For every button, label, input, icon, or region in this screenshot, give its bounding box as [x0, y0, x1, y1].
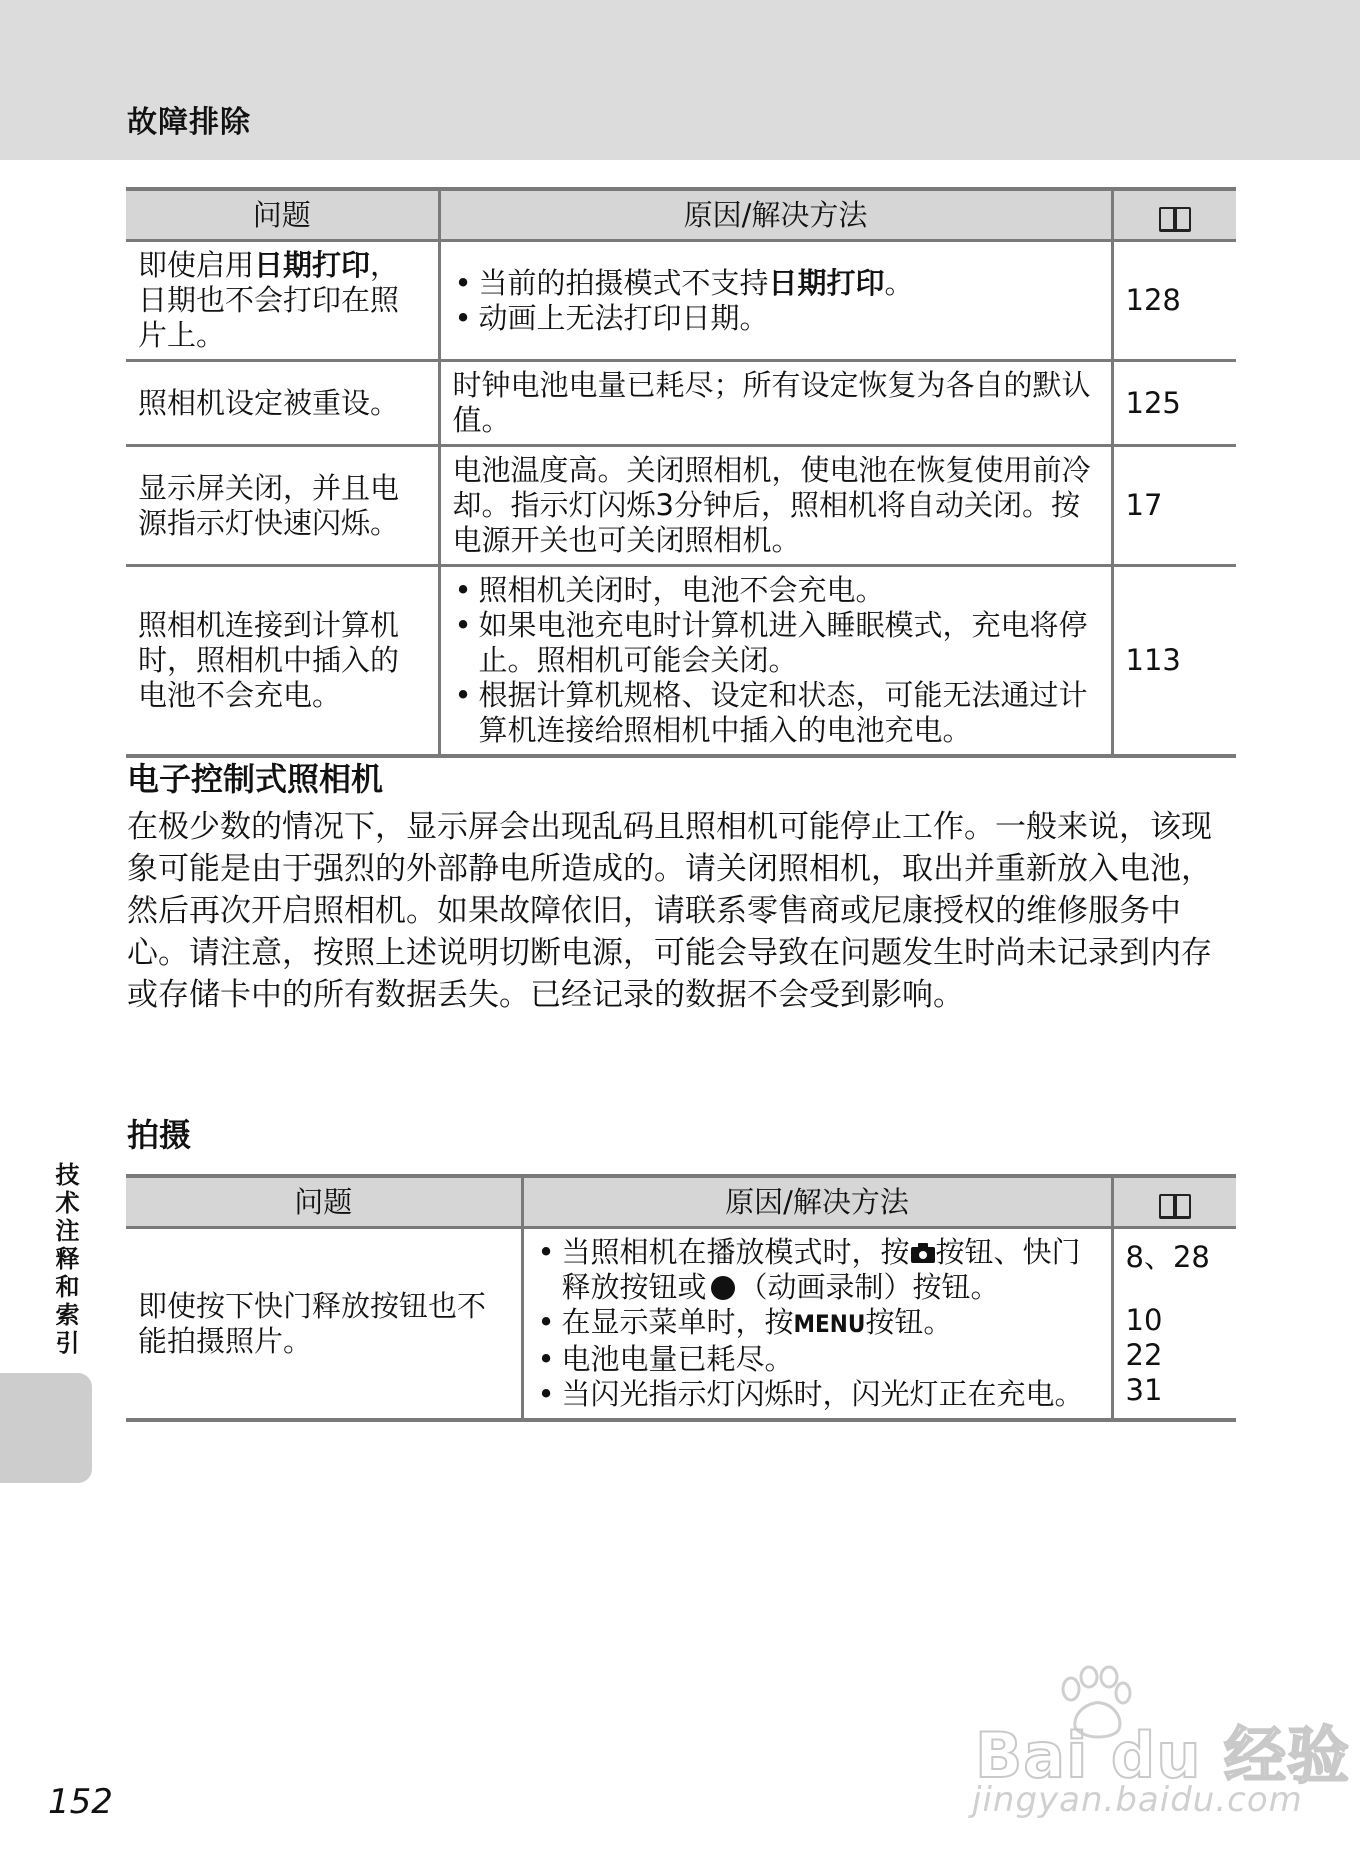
page-header-title: 故障排除 — [127, 105, 251, 140]
page-ref-cell — [1112, 1228, 1236, 1421]
troubleshooting-table-2 — [126, 1174, 1236, 1422]
side-tab-label: 技术注释和索引 — [51, 1162, 79, 1358]
list-item: • 根据计算机规格、设定和状态，可能无法通过计算机连接给照相机中插入的电池充电。 — [453, 678, 1099, 748]
col-header-problem: 问题 — [126, 189, 439, 241]
camera-icon — [910, 1242, 936, 1264]
cause-cell — [439, 241, 1112, 361]
book-icon — [1158, 205, 1192, 229]
table-row — [126, 566, 1236, 757]
list-item: • 电池电量已耗尽。 — [536, 1342, 1099, 1377]
section-title-shooting: 拍摄 — [127, 1116, 192, 1154]
col-header-reference — [1112, 1176, 1236, 1228]
page-ref-cell: 17 — [1112, 446, 1236, 566]
problem-cell: 照相机连接到计算机时，照相机中插入的电池不会充电。 — [126, 566, 439, 757]
table-row — [126, 446, 1236, 566]
col-header-reference — [1112, 189, 1236, 241]
side-tab — [0, 1373, 92, 1483]
cause-cell: 电池温度高。关闭照相机，使电池在恢复使用前冷却。指示灯闪烁3分钟后，照相机将自动关闭。按电源开关也可关闭照相机。 — [439, 446, 1112, 566]
col-header-problem: 问题 — [126, 1176, 522, 1228]
watermark-brand: Bai du 经验 — [975, 1719, 1351, 1792]
problem-cell: 显示屏关闭，并且电源指示灯快速闪烁。 — [126, 446, 439, 566]
list-item: • 如果电池充电时计算机进入睡眠模式，充电将停止。照相机可能会关闭。 — [453, 608, 1099, 678]
table-header-row — [126, 189, 1236, 241]
list-item: • 当照相机在播放模式时，按 按钮、快门释放按钮或 （动画录制）按钮。 — [536, 1235, 1099, 1305]
cause-cell: 时钟电池电量已耗尽；所有设定恢复为各自的默认值。 — [439, 361, 1112, 446]
section-body-electronic-camera: 在极少数的情况下，显示屏会出现乱码且照相机可能停止工作。一般来说，该现象可能是由于强烈的外部静电所造成的。请关闭照相机，取出并重新放入电池，然后再次开启照相机。如果故障依旧，请联系零售商或尼康授权的维修服务中心。请注意，按照上述说明切断电源，可能会导致在问题发生时尚未记录到内存或存储卡中的所有数据丢失。已经记录的数据不会受到影响。 — [127, 809, 1212, 1013]
page-ref: 22 — [1125, 1337, 1163, 1372]
problem-cell: 即使启用日期打印，日期也不会打印在照片上。 — [126, 241, 439, 361]
page-number: 152 — [48, 1782, 113, 1822]
problem-cell: 照相机设定被重设。 — [126, 361, 439, 446]
table-row — [126, 361, 1236, 446]
list-item: • 动画上无法打印日期。 — [453, 301, 1099, 336]
page-ref: 8、28 — [1125, 1239, 1210, 1274]
col-header-cause: 原因/解决方法 — [439, 189, 1112, 241]
table-row — [126, 1228, 1236, 1421]
list-item: • 当闪光指示灯闪烁时，闪光灯正在充电。 — [536, 1377, 1099, 1412]
col-header-cause: 原因/解决方法 — [522, 1176, 1112, 1228]
list-item: • 当前的拍摄模式不支持日期打印。 — [453, 266, 1099, 301]
cause-cell — [439, 566, 1112, 757]
problem-cell: 即使按下快门释放按钮也不能拍摄照片。 — [126, 1228, 522, 1421]
table-row — [126, 241, 1236, 361]
cause-cell — [522, 1228, 1112, 1421]
menu-key-label: MENU — [793, 1310, 866, 1338]
page-ref-cell: 128 — [1112, 241, 1236, 361]
watermark-url: jingyan.baidu.com — [972, 1780, 1303, 1820]
section-title-electronic-camera: 电子控制式照相机 — [127, 760, 384, 798]
list-item: • 在显示菜单时，按MENU按钮。 — [536, 1305, 1099, 1342]
page-ref: 31 — [1125, 1372, 1163, 1407]
page-ref: 10 — [1125, 1302, 1163, 1337]
book-icon — [1158, 1192, 1192, 1216]
page-ref-cell: 113 — [1112, 566, 1236, 757]
list-item: • 照相机关闭时，电池不会充电。 — [453, 573, 1099, 608]
record-dot-icon — [711, 1276, 735, 1300]
page-ref-cell: 125 — [1112, 361, 1236, 446]
troubleshooting-table-1 — [126, 187, 1236, 758]
table-header-row — [126, 1176, 1236, 1228]
